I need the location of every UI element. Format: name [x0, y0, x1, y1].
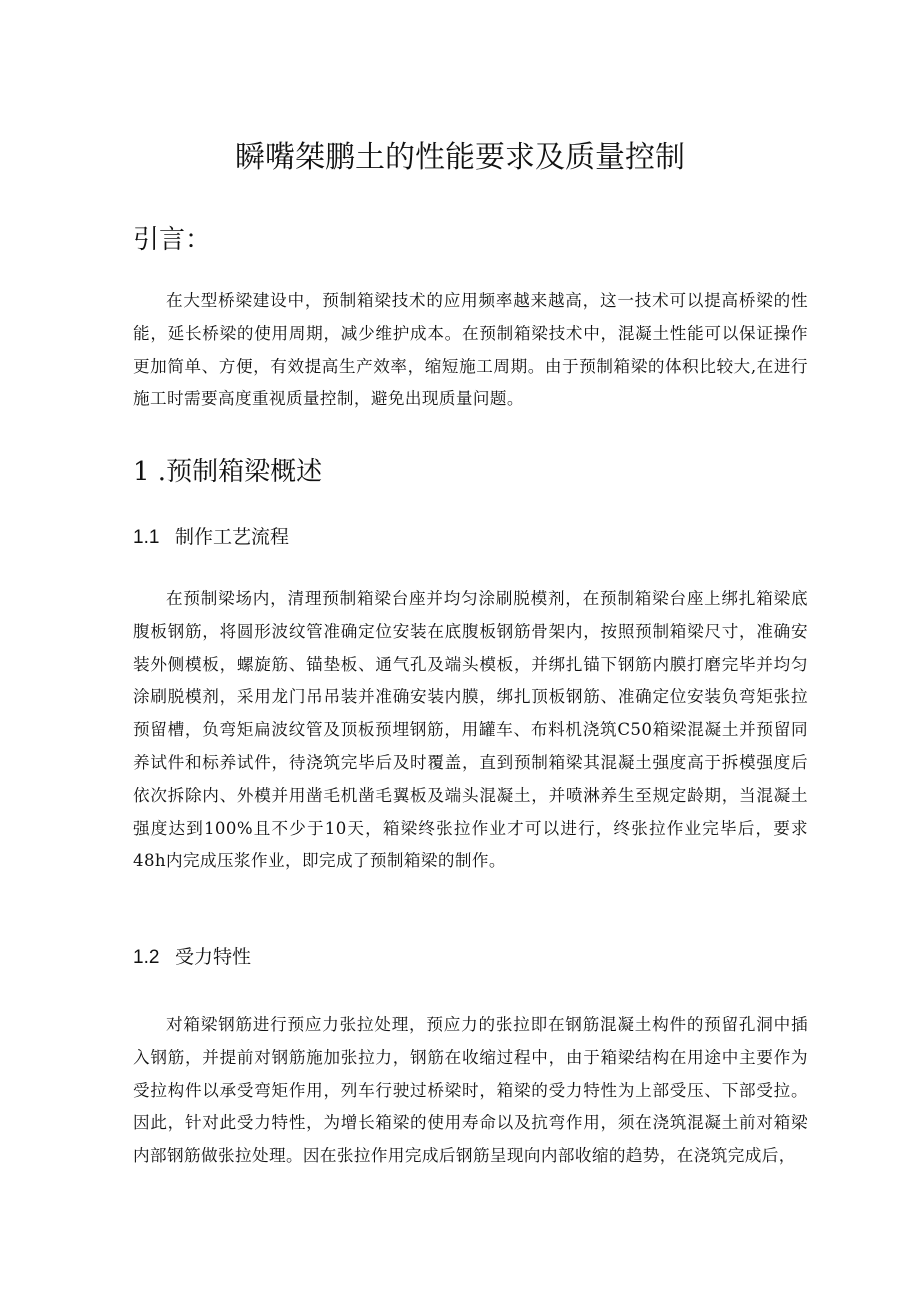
section-1-1-paragraph: 在预制梁场内，清理预制箱梁台座并均匀涂刷脱模剂，在预制箱梁台座上绑扎箱梁底腹板钢筋，将圆形波纹管准确定位安装在底腹板钢筋骨架内，按照预制箱梁尺寸，准确安装外侧模板，螺旋筋、锚垫板、通气孔及端头模板，并绑扎锚下钢筋内膜打磨完毕并均匀涂刷脱模剂，采用龙门吊吊装并准确安装内膜，绑扎顶板钢筋、准确定位安装负弯矩张拉预留槽，负弯矩扁波纹管及顶板预埋钢筋，用罐车、布料机浇筑C50箱梁混凝土并预留同养试件和标养试件，待浇筑完毕后及时覆盖，直到预制箱梁其混凝土强度高于拆模强度后依次拆除内、外模并用凿毛机凿毛翼板及端头混凝土，并喷淋养生至规定龄期，当混凝土强度达到100%且不少于10天，箱梁终张拉作业才可以进行，终张拉作业完毕后，要求48h内完成压浆作业，即完成了预制箱梁的制作。 [133, 589, 808, 871]
section-1-1-heading [133, 522, 289, 553]
section-1-2-heading [133, 942, 251, 973]
section-1-2-number: 1.2 [133, 947, 160, 968]
section-1-heading: 1 .预制箱梁概述 [133, 457, 323, 487]
section-1-1-title: 制作工艺流程 [175, 526, 290, 548]
intro-heading: 引言： [133, 225, 212, 255]
document-title: 瞬嘴桀鹏土的性能要求及质量控制 [235, 140, 685, 175]
section-1-2-title: 受力特性 [175, 946, 252, 968]
section-1-2-paragraph: 对箱梁钢筋进行预应力张拉处理，预应力的张拉即在钢筋混凝土构件的预留孔洞中插入钢筋，并提前对钢筋施加张拉力，钢筋在收缩过程中，由于箱梁结构在用途中主要作为受拉构件以承受弯矩作用，列车行驶过桥梁时，箱梁的受力特性为上部受压、下部受拉。因此，针对此受力特性，为增长箱梁的使用寿命以及抗弯作用，须在浇筑混凝土前对箱梁内部钢筋做张拉处理。因在张拉作用完成后钢筋呈现向内部收缩的趋势，在浇筑完成后， [133, 1015, 808, 1166]
section-1-1-number: 1.1 [133, 527, 160, 548]
intro-paragraph: 在大型桥梁建设中，预制箱梁技术的应用频率越来越高，这一技术可以提高桥梁的性能，延长桥梁的使用周期，减少维护成本。在预制箱梁技术中，混凝土性能可以保证操作更加简单、方便，有效提高生产效率，缩短施工周期。由于预制箱梁的体积比较大,在进行施工时需要高度重视质量控制，避免出现质量问题。 [133, 291, 808, 409]
